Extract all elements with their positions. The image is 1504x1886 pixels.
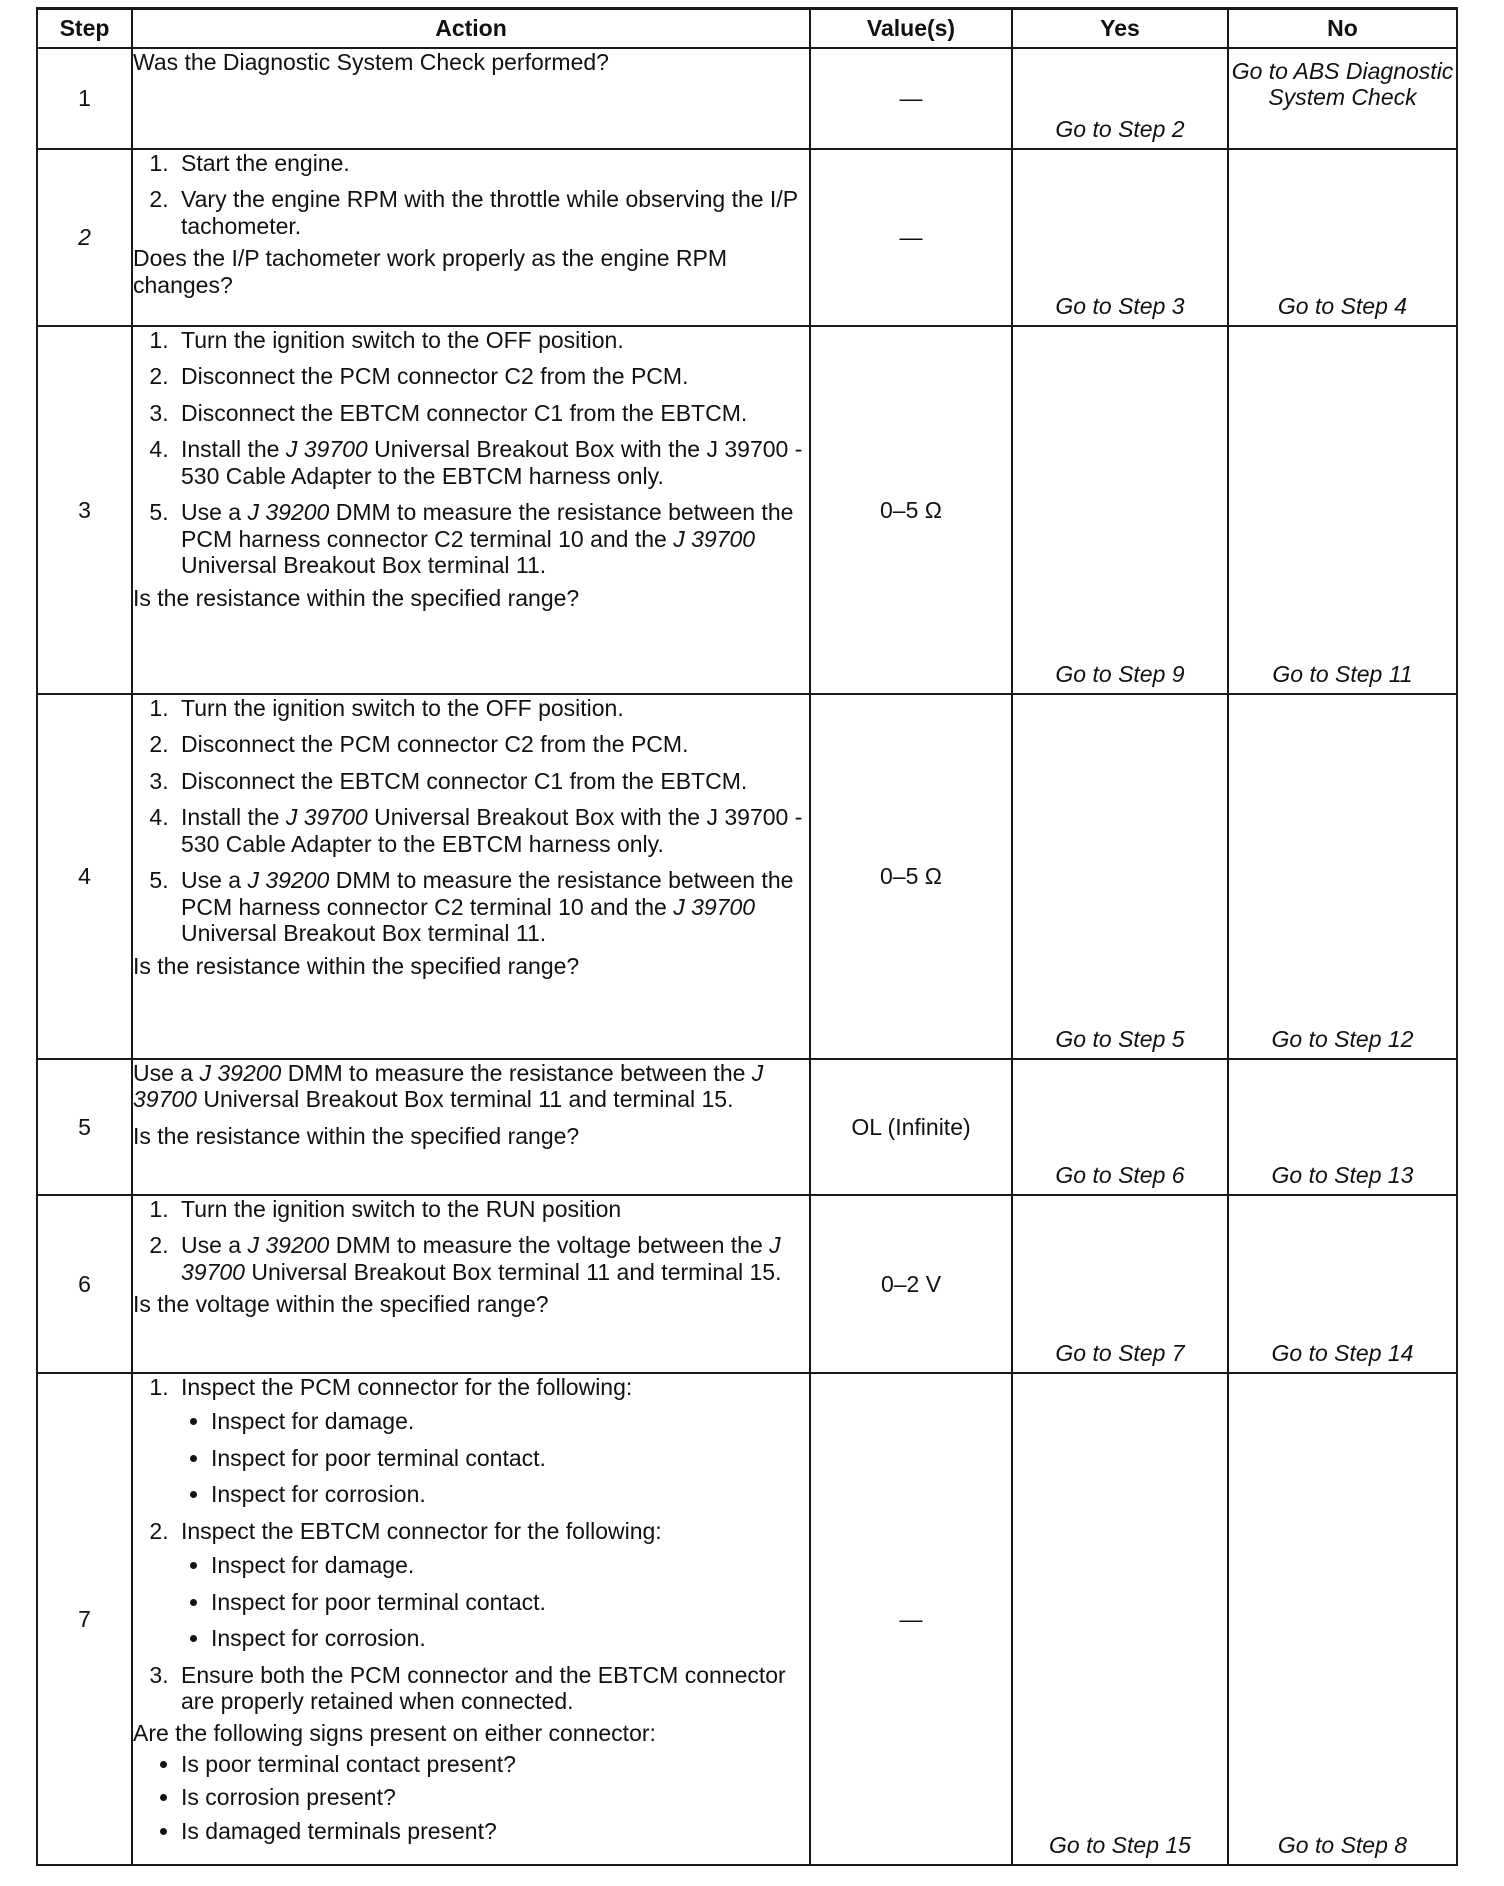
no-prefix: Go to <box>1231 58 1288 84</box>
step-number <box>37 149 132 326</box>
action-cell <box>132 1373 810 1865</box>
instruction-item: 2. Disconnect the PCM connector C2 from the PCM. <box>175 363 809 389</box>
no-cell: Go to Step 13 <box>1228 1059 1457 1195</box>
step-number: 7 <box>37 1373 132 1865</box>
diagnostic-table <box>36 7 1458 1866</box>
header-values: Value(s) <box>810 9 1012 49</box>
instruction-list <box>133 1374 809 1714</box>
question-text: Is the voltage within the specified range? <box>133 1291 549 1318</box>
yes-cell: Go to Step 9 <box>1012 326 1228 694</box>
table-row-step-2 <box>37 149 1457 326</box>
no-cell: Go to Step 12 <box>1228 694 1457 1059</box>
question-text: Is the resistance within the specified range? <box>133 952 580 979</box>
value-cell: — <box>810 149 1012 326</box>
instruction-item: 3. Disconnect the EBTCM connector C1 from the EBTCM. <box>175 400 809 426</box>
tool-reference: J 39700 <box>181 1232 781 1285</box>
value-cell: — <box>810 1373 1012 1865</box>
check-item: • Inspect for corrosion. <box>211 1625 809 1651</box>
text-span: Universal Breakout Box with the J 39700 - 530 Cable Adapter to the EBTCM harness only. <box>181 804 803 857</box>
tool-reference: J 39700 <box>285 804 368 831</box>
tool-reference: J 39200 <box>247 1232 330 1259</box>
check-item: • Inspect for poor terminal contact. <box>211 1589 809 1615</box>
instruction-item: 3. Ensure both the PCM connector and the EBTCM connector are properly retained when connected. <box>175 1662 809 1715</box>
tool-reference: J 39700 <box>673 893 756 920</box>
no-reference: ABS Diagnostic System Check <box>1268 58 1454 110</box>
question-text: Is the resistance within the specified range? <box>133 1122 580 1149</box>
instruction-item: 1. Start the engine. <box>175 150 809 176</box>
tool-reference: J 39700 <box>673 525 756 552</box>
value-cell: 0–5 Ω <box>810 326 1012 694</box>
no-cell <box>1228 48 1457 149</box>
instruction-list <box>133 327 809 579</box>
text-span: Use a <box>181 499 242 526</box>
check-item: • Inspect for damage. <box>211 1408 809 1434</box>
instruction-item <box>175 499 809 578</box>
text-span: Install the <box>181 804 280 831</box>
text-span: Universal Breakout Box terminal 11 and terminal 15. <box>203 1086 734 1113</box>
text-span: DMM to measure the resistance between the PCM harness connector C2 terminal 10 and the <box>181 499 794 552</box>
question-text: Does the I/P tachometer work properly as the engine RPM changes? <box>133 245 728 298</box>
instruction-text <box>133 1060 809 1113</box>
value-cell: OL (Infinite) <box>810 1059 1012 1195</box>
sign-item: • Is corrosion present? <box>181 1784 809 1810</box>
check-item: • Inspect for corrosion. <box>211 1481 809 1507</box>
question-text: Are the following signs present on either connector: <box>133 1720 656 1747</box>
table-row-step-7 <box>37 1373 1457 1865</box>
text-span: Use a <box>133 1060 194 1086</box>
no-cell: Go to Step 14 <box>1228 1195 1457 1373</box>
action-cell <box>132 694 810 1059</box>
instruction-item: 2. Vary the engine RPM with the throttle while observing the I/P tachometer. <box>175 186 809 239</box>
tool-reference: J 39200 <box>247 499 330 526</box>
instruction-item <box>175 867 809 946</box>
step-number: 1 <box>37 48 132 149</box>
table-row-step-6 <box>37 1195 1457 1373</box>
instruction-item <box>175 1518 809 1652</box>
yes-cell: Go to Step 7 <box>1012 1195 1228 1373</box>
no-cell: Go to Step 4 <box>1228 149 1457 326</box>
text-span: DMM to measure the resistance between the <box>287 1060 746 1086</box>
step-number: 4 <box>37 694 132 1059</box>
text-span: Install the <box>181 436 280 463</box>
action-cell <box>132 149 810 326</box>
no-cell: Go to Step 8 <box>1228 1373 1457 1865</box>
instruction-item <box>175 436 809 489</box>
step-number: 5 <box>37 1059 132 1195</box>
action-cell <box>132 48 810 149</box>
instruction-item: 1. Turn the ignition switch to the OFF position. <box>175 327 809 353</box>
action-cell <box>132 1059 810 1195</box>
text-span: Universal Breakout Box with the J 39700 - 530 Cable Adapter to the EBTCM harness only. <box>181 436 803 489</box>
step-number: 6 <box>37 1195 132 1373</box>
instruction-list <box>133 150 809 239</box>
instruction-item: 3. Disconnect the EBTCM connector C1 from the EBTCM. <box>175 768 809 794</box>
yes-cell: Go to Step 6 <box>1012 1059 1228 1195</box>
instruction-item <box>175 804 809 857</box>
question-text: Is the resistance within the specified range? <box>133 584 580 611</box>
sign-item: • Is poor terminal contact present? <box>181 1751 809 1777</box>
text-span: Universal Breakout Box terminal 11 and terminal 15. <box>251 1258 782 1285</box>
yes-cell: Go to Step 3 <box>1012 149 1228 326</box>
value-cell: 0–5 Ω <box>810 694 1012 1059</box>
step-number: 3 <box>37 326 132 694</box>
yes-cell: Go to Step 5 <box>1012 694 1228 1059</box>
text-span: Use a <box>181 1232 242 1259</box>
tool-reference: J 39200 <box>199 1060 282 1086</box>
action-cell <box>132 1195 810 1373</box>
instruction-item: 1. Turn the ignition switch to the RUN position <box>175 1196 809 1222</box>
yes-cell: Go to Step 15 <box>1012 1373 1228 1865</box>
tool-reference: J 39700 <box>133 1060 764 1113</box>
header-yes: Yes <box>1012 9 1228 49</box>
header-no: No <box>1228 9 1457 49</box>
step-number-text: 2 <box>78 224 91 251</box>
check-list <box>181 1552 809 1651</box>
header-row <box>37 9 1457 49</box>
action-cell <box>132 326 810 694</box>
signs-list <box>133 1751 809 1844</box>
no-cell: Go to Step 11 <box>1228 326 1457 694</box>
check-list <box>181 1408 809 1507</box>
table-row-step-4 <box>37 694 1457 1059</box>
instruction-item: 2. Disconnect the PCM connector C2 from the PCM. <box>175 731 809 757</box>
instruction-item: 1. Turn the ignition switch to the OFF position. <box>175 695 809 721</box>
header-step: Step <box>37 9 132 49</box>
text-span: DMM to measure the voltage between the <box>335 1232 763 1259</box>
value-cell: 0–2 V <box>810 1195 1012 1373</box>
text-span: Inspect the EBTCM connector for the following: <box>181 1517 662 1544</box>
instruction-list <box>133 1196 809 1285</box>
check-item: • Inspect for damage. <box>211 1552 809 1578</box>
text-span: DMM to measure the resistance between the PCM harness connector C2 terminal 10 and the <box>181 867 794 920</box>
table-row-step-3 <box>37 326 1457 694</box>
sign-item: • Is damaged terminals present? <box>181 1818 809 1844</box>
text-span: Universal Breakout Box terminal 11. <box>181 920 547 947</box>
check-item: • Inspect for poor terminal contact. <box>211 1445 809 1471</box>
header-action: Action <box>132 9 810 49</box>
tool-reference: J 39700 <box>285 436 368 463</box>
value-cell: — <box>810 48 1012 149</box>
question-text: Was the Diagnostic System Check performed? <box>133 49 609 75</box>
instruction-item <box>175 1232 809 1285</box>
table-row-step-5 <box>37 1059 1457 1195</box>
table-row-step-1 <box>37 48 1457 149</box>
text-span: Inspect the PCM connector for the following: <box>181 1374 633 1400</box>
instruction-item <box>175 1374 809 1508</box>
instruction-list <box>133 695 809 947</box>
text-span: Universal Breakout Box terminal 11. <box>181 552 547 579</box>
text-span: Use a <box>181 867 242 894</box>
tool-reference: J 39200 <box>247 867 330 894</box>
yes-cell: Go to Step 2 <box>1012 48 1228 149</box>
